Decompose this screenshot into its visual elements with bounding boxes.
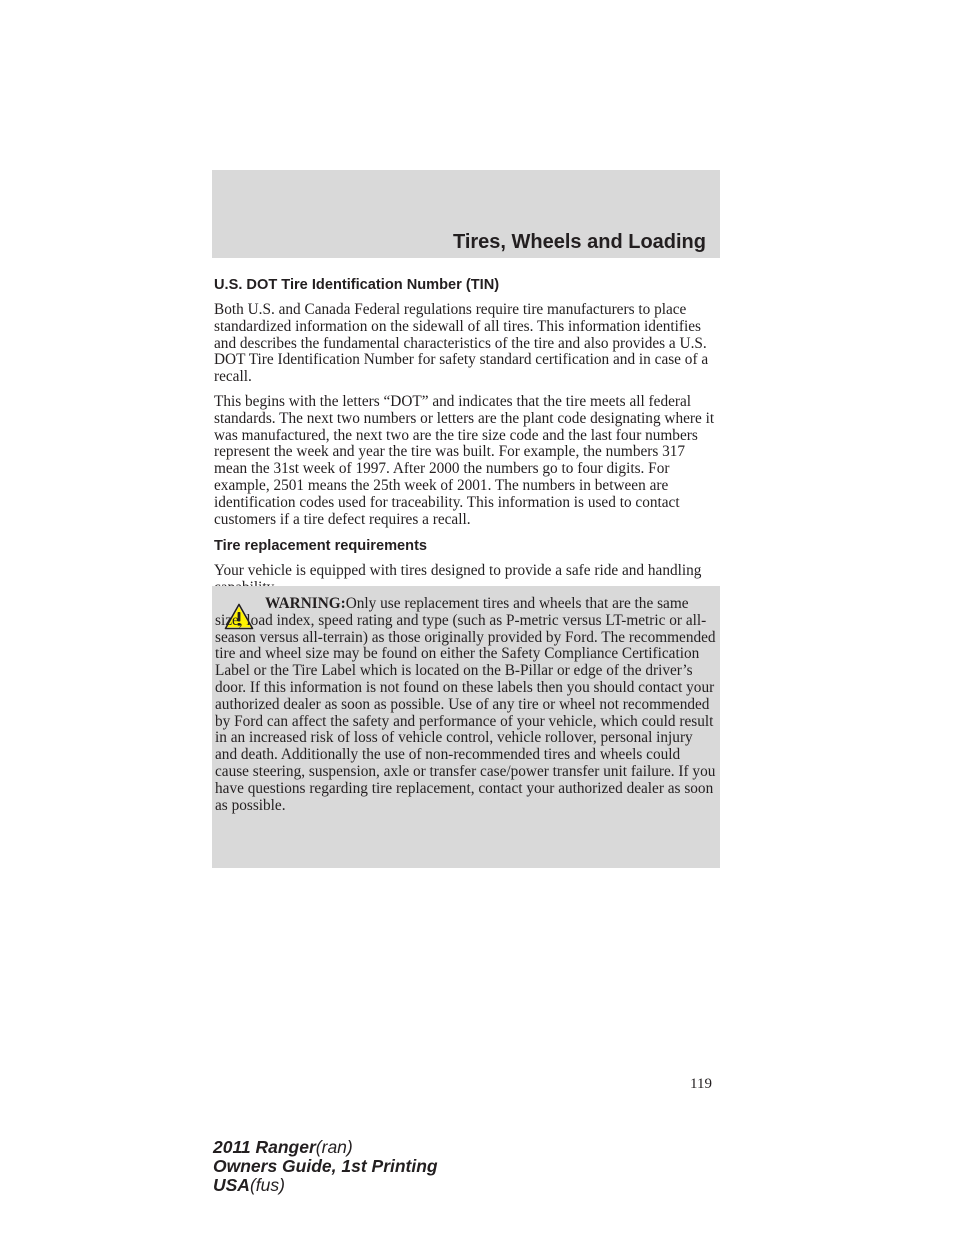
warning-body: Only use replacement tires and wheels that are the same size, load index, speed rating and type (such as P-metric versus LT-metric or all-season versus all-terrain) as those originally provided by Ford. The recommended tire and wheel size may be found on either the Safety Compliance Certification Label or the Tire Label which is located on the B-Pillar or edge of the driver’s door. If this information is not found on these labels then you should contact your authorized dealer as soon as possible. Use of any tire or wheel not recommended by Ford can affect the safety and performance of your vehicle, which could result in an increased risk of loss of vehicle control, vehicle rollover, personal injury and death. Additionally the use of non-recommended tires and wheels could cause steering, suspension, axle or transfer case/power transfer unit failure. If you have questions regarding tire replacement, contact your authorized dealer as soon as possible. (215, 595, 716, 814)
replacement-heading: Tire replacement requirements (214, 538, 428, 555)
tin-paragraph-2: This begins with the letters “DOT” and indicates that the tire meets all federal standards. The next two numbers or letters are the plant code designating where it was manufactured, the next two are the tire size code and the last four numbers represent the week and year the tire was built. For example, the numbers 317 mean the 31st week of 1997. After 2000 the numbers go to four digits. For example, 2501 means the 25th week of 2001. The numbers in between are identification codes used for traceability. This information is used to contact customers if a tire defect requires a recall. (214, 392, 715, 528)
warning-text (215, 596, 717, 814)
footer-guide: Owners Guide, 1st Printing (213, 1156, 438, 1176)
warning-label: WARNING: (265, 595, 346, 612)
footer-model: 2011 Ranger (213, 1137, 316, 1157)
tin-heading: U.S. DOT Tire Identification Number (TIN) (214, 277, 500, 293)
footer-model-code: (ran) (315, 1137, 353, 1157)
tin-paragraph-1: Both U.S. and Canada Federal regulations require tire manufacturers to place standardized information on the sidewall of all tires. This information identifies and describes the fundamental characteristics of the tire and also provides a U.S. DOT Tire Identification Number for safety standard certification and in case of a recall. (214, 301, 709, 386)
section-title: Tires, Wheels and Loading (452, 231, 706, 253)
footer-model-line (213, 1138, 438, 1157)
replacement-paragraph: Your vehicle is equipped with tires designed to provide a safe ride and handling (214, 562, 702, 580)
footer-market-code: (fus) (249, 1175, 285, 1195)
page-number: 119 (690, 1076, 712, 1092)
footer-market: USA (213, 1175, 250, 1195)
footer-market-line (213, 1176, 438, 1195)
footer-imprint (213, 1138, 438, 1195)
page-content (214, 276, 718, 597)
section-header-band (212, 170, 720, 258)
warning-box (212, 586, 720, 868)
